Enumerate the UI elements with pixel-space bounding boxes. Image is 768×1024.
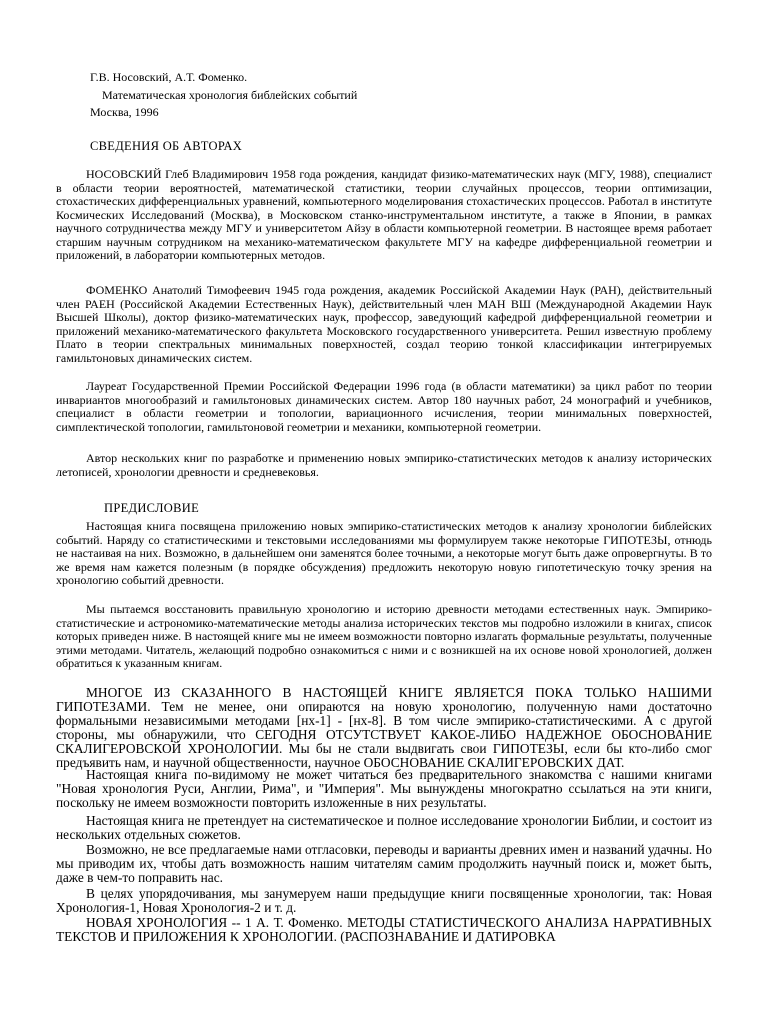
- paragraph-laureate: Лауреат Государственной Премии Российской Федерации 1996 года (в области математики) за цикл работ по теории инвариантов многообразий и гамильтоновых динамических систем. Автор 180 научных работ, 24 монографий и учебников, специалист в области геометрии и топологии, вариационного исчисления, теории минимальных поверхностей, симплектической топологии, гамильтоновой геометрии и механики, компьютерной геометрии.: [56, 379, 712, 434]
- authors-line: Г.В. Носовский, А.Т. Фоменко.: [90, 70, 248, 84]
- preface-paragraph: Возможно, не все предлагаемые нами отгласовки, переводы и варианты древних имен и названий удачны. Но мы приводим их, чтобы дать возможность нашим читателям самим продолжить научный поиск и, может быть, даже в чем-то поправить нас.: [56, 842, 712, 885]
- preface-paragraph: МНОГОЕ ИЗ СКАЗАННОГО В НАСТОЯЩЕЙ КНИГЕ ЯВЛЯЕТСЯ ПОКА ТОЛЬКО НАШИМИ ГИПОТЕЗАМИ. Тем не менее, они опираются на новую хронологию, полученную нами достаточно формальными независимыми методами [нх-1] - [нх-8]. В том числе эмпирико-статистическими. А с другой стороны, мы обнаружили, что СЕГОДНЯ ОТСУТСТВУЕТ КАКОЕ-ЛИБО НАДЕЖНОЕ ОБОСНОВАНИЕ СКАЛИГЕРОВСКОЙ ХРОНОЛОГИИ. Мы бы не стали выдвигать свои ГИПОТЕЗЫ, если бы кто-либо смог предъявить нам, и научной общественности, научное ОБОСНОВАНИЕ СКАЛИГЕРОВСКИХ ДАТ.: [56, 685, 712, 770]
- preface-paragraph: Настоящая книга посвящена приложению новых эмпирико-статистических методов к анализу хронологии библейских событий. Наряду со статистическими и текстовыми исследованиями мы формулируем также некоторые ГИПОТЕЗЫ, отнюдь не настаивая на них. Возможно, в дальнейшем они заменятся более точными, а некоторые могут быть даже опровергнуты. В то же время нам кажется полезным (в порядке обсуждения) предложить некоторую новую гипотетическую точку зрения на хронологию событий древности.: [56, 519, 712, 587]
- place-year: Москва, 1996: [90, 105, 159, 119]
- preface-paragraph: Настоящая книга не претендует на систематическое и полное исследование хронологии Библии, и состоит из нескольких отдельных сюжетов.: [56, 813, 712, 842]
- paragraph-nosovsky: НОСОВСКИЙ Глеб Владимирович 1958 года рождения, кандидат физико-математических наук (МГУ, 1988), специалист в области теории вероятностей, математической статистики, теории случайных процессов, теории оптимизации, стохастических дифференциальных уравнений, компьютерного моделирования стохастических процессов. Работал в институте Космических Исследований (Москва), в Московском станко-инструментальном институте, а также в Японии, в рамках научного сотрудничества между МГУ и университетом Айзу в области компьютерной геометрии. В настоящее время работает старшим научным сотрудником на механико-математическом факультете МГУ на кафедре дифференциальной геометрии и приложений, в лаборатории компьютерных методов.: [56, 167, 712, 262]
- preface-paragraph: НОВАЯ ХРОНОЛОГИЯ -- 1 А. Т. Фоменко. МЕТОДЫ СТАТИСТИЧЕСКОГО АНАЛИЗА НАРРАТИВНЫХ ТЕКСТОВ И ПРИЛОЖЕНИЯ К ХРОНОЛОГИИ. (РАСПОЗНАВАНИЕ И ДАТИРОВКА: [56, 915, 712, 944]
- preface-heading: ПРЕДИСЛОВИЕ: [104, 501, 199, 515]
- book-title: Математическая хронология библейских событий: [102, 88, 358, 102]
- paragraph-books: Автор нескольких книг по разработке и применению новых эмпирико-статистических методов к анализу исторических летописей, хронологии древности и средневековья.: [56, 451, 712, 479]
- preface-paragraph: В целях упорядочивания, мы занумеруем наши предыдущие книги посвященные хронологии, так: Новая Хронология-1, Новая Хронология-2 и т. д.: [56, 886, 712, 915]
- preface-paragraph: Настоящая книга по-видимому не может читаться без предварительного знакомства с нашими книгами "Новая хронология Руси, Англии, Рима", и "Империя". Мы вынуждены многократно ссылаться на эти книги, поскольку не имеем возможности повторить изложенные в них результаты.: [56, 767, 712, 810]
- about-authors-heading: СВЕДЕНИЯ ОБ АВТОРАХ: [90, 139, 243, 153]
- paragraph-fomenko: ФОМЕНКО Анатолий Тимофеевич 1945 года рождения, академик Российской Академии Наук (РАН), действительный член РАЕН (Российской Академии Естественных Наук), действительный член МАН ВШ (Международной Академии Наук Высшей Школы), доктор физико-математических наук, профессор, заведующий кафедрой дифференциальной геометрии и приложений механико-математического факультета Московского государственного университета. Решил известную проблему Плато в теории спектральных минимальных поверхностей, создал теорию тонкой классификации интегрируемых гамильтоновых динамических систем.: [56, 283, 712, 365]
- preface-paragraph: Мы пытаемся восстановить правильную хронологию и историю древности методами естественных наук. Эмпирико-статистические и астрономико-математические методы анализа исторических текстов мы подробно изложили в книгах, список которых приведен ниже. В настоящей книге мы не имеем возможности повторно излагать формальные результаты, полученные этими методами. Читатель, желающий подробно ознакомиться с ними и с возникшей на их основе новой хронологией, должен обратиться к указанным книгам.: [56, 602, 712, 670]
